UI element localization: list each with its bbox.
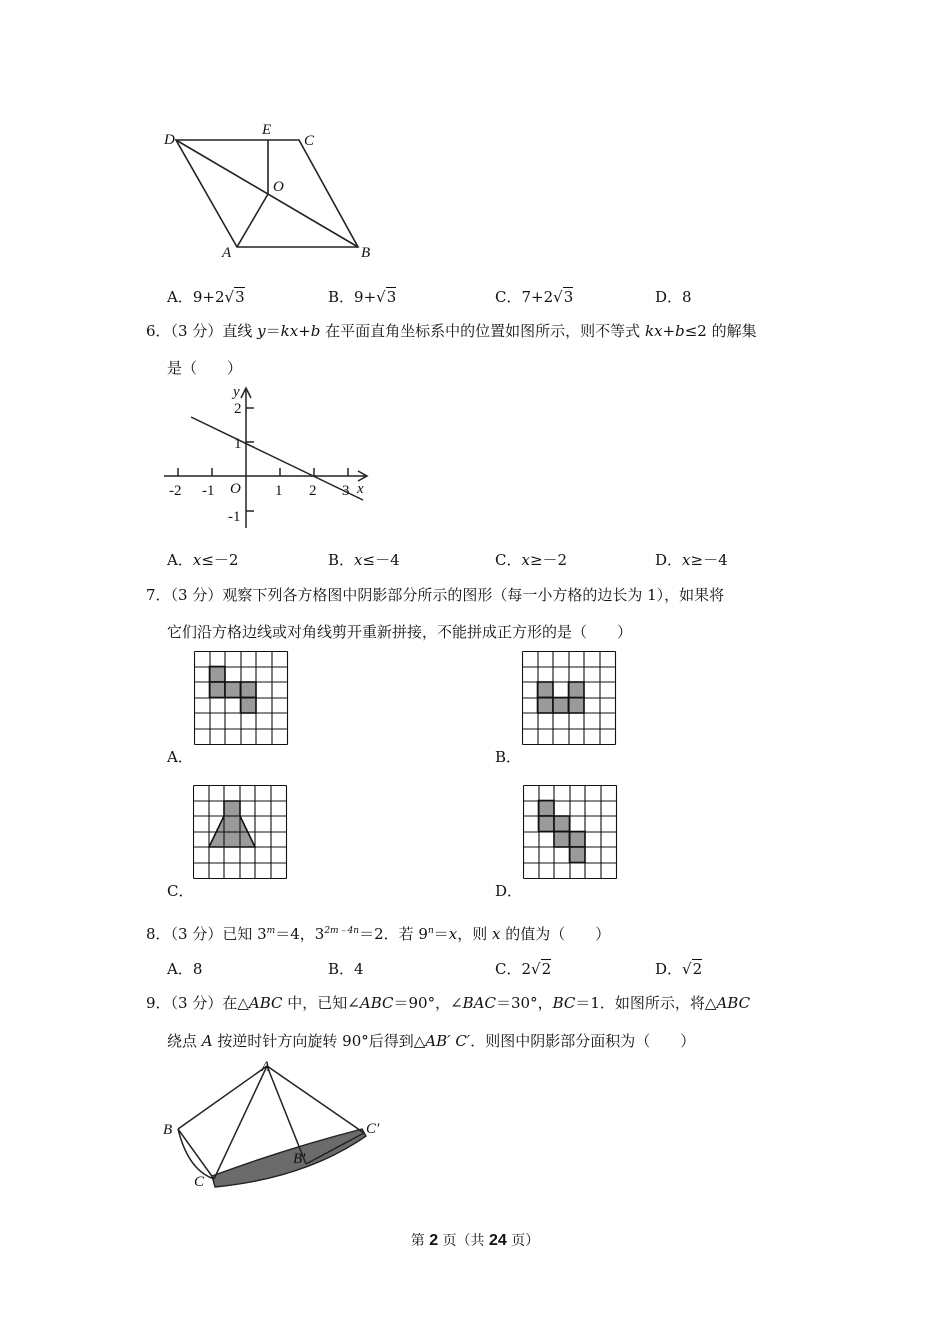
q6-x-tick-label: 2	[309, 483, 317, 499]
q9-stem-line1: 9．（3 分）在△ABC 中，已知∠ABC＝90°，∠BAC＝30°，BC＝1．如图所示，将△ABC	[146, 994, 751, 1012]
q7-grid-b	[522, 651, 618, 747]
q6-x-tick-label: 1	[275, 483, 283, 499]
q6-stem-line1: 6．（3 分）直线 y＝kx+b 在平面直角坐标系中的位置如图所示，则不等式 kx+b≤2 的解集	[146, 322, 757, 340]
q7-stem-line2: 它们沿方格边线或对角线剪开重新拼接，不能拼成正方形的是（ ）	[167, 623, 633, 641]
q6-y-tick-label: 1	[234, 436, 242, 452]
q7-option-b[interactable]: B．	[495, 748, 522, 766]
q9-label-b: B	[163, 1122, 173, 1138]
q7-stem-line1: 7．（3 分）观察下列各方格图中阴影部分所示的图形（每一小方格的边长为 1），如果将	[146, 586, 725, 604]
q8-option-c[interactable]: C．2√2	[495, 960, 552, 978]
q8-option-d[interactable]: D．√2	[655, 960, 703, 978]
q9-label-b-prime: B′	[293, 1151, 306, 1167]
q6-option-d[interactable]: D．x≥－4	[655, 551, 728, 569]
q8-option-b[interactable]: B．4	[328, 960, 364, 978]
q6-x-tick-label: -1	[202, 483, 215, 499]
q6-option-a[interactable]: A．x≤－2	[167, 551, 239, 569]
q6-option-c[interactable]: C．x≥－2	[495, 551, 568, 569]
page-number: 2	[429, 1232, 439, 1249]
q6-x-axis-label: x	[357, 481, 364, 497]
q9-label-a: A	[261, 1059, 271, 1075]
q5-option-d[interactable]: D．8	[655, 288, 692, 306]
q6-y-tick-label: 2	[234, 401, 242, 417]
q5-figure	[155, 118, 385, 268]
q7-grid-c	[193, 785, 289, 881]
q5-label-c: C	[304, 133, 315, 149]
q8-stem: 8．（3 分）已知 $3^m=4$，$3^{2m﹣4n}=2$．若 $9^n=x$，则 x 的值为（ ）	[146, 925, 611, 943]
q6-x-tick-label: -2	[169, 483, 182, 499]
q7-option-d[interactable]: D．	[495, 882, 523, 900]
q5-label-a: A	[222, 245, 232, 261]
page-footer: 第 2 页（共 24 页）	[410, 1232, 540, 1249]
q5-label-e: E	[262, 122, 272, 138]
q5-label-b: B	[361, 245, 371, 261]
q6-y-axis-label: y	[233, 384, 240, 400]
q5-option-b[interactable]: B．9+√3	[328, 288, 397, 306]
q5-label-o: O	[273, 179, 284, 195]
q5-option-c[interactable]: C．7+2√3	[495, 288, 574, 306]
q6-origin-label: O	[230, 481, 241, 497]
q5-label-d: D	[164, 132, 175, 148]
q8-option-a[interactable]: A．8	[167, 960, 203, 978]
q7-grid-d	[523, 785, 619, 881]
q9-stem-line2: 绕点 A 按逆时针方向旋转 90°后得到△AB′ C′．则图中阴影部分面积为（ ）	[167, 1032, 696, 1050]
q7-grid-a	[194, 651, 290, 747]
q9-label-c: C	[194, 1174, 205, 1190]
q6-option-b[interactable]: B．x≤－4	[328, 551, 400, 569]
q7-option-c[interactable]: C．	[167, 882, 194, 900]
total-pages: 24	[489, 1232, 507, 1249]
q9-figure	[158, 1058, 398, 1198]
q6-x-tick-label: 3	[342, 483, 350, 499]
q6-graph	[160, 382, 380, 532]
q6-stem-line2: 是（ ）	[167, 359, 243, 377]
q5-option-a[interactable]: A．9+2√3	[167, 288, 245, 306]
q9-label-c-prime: C′	[366, 1121, 380, 1137]
q6-y-tick-label: -1	[228, 509, 241, 525]
q7-option-a[interactable]: A．	[167, 748, 193, 766]
